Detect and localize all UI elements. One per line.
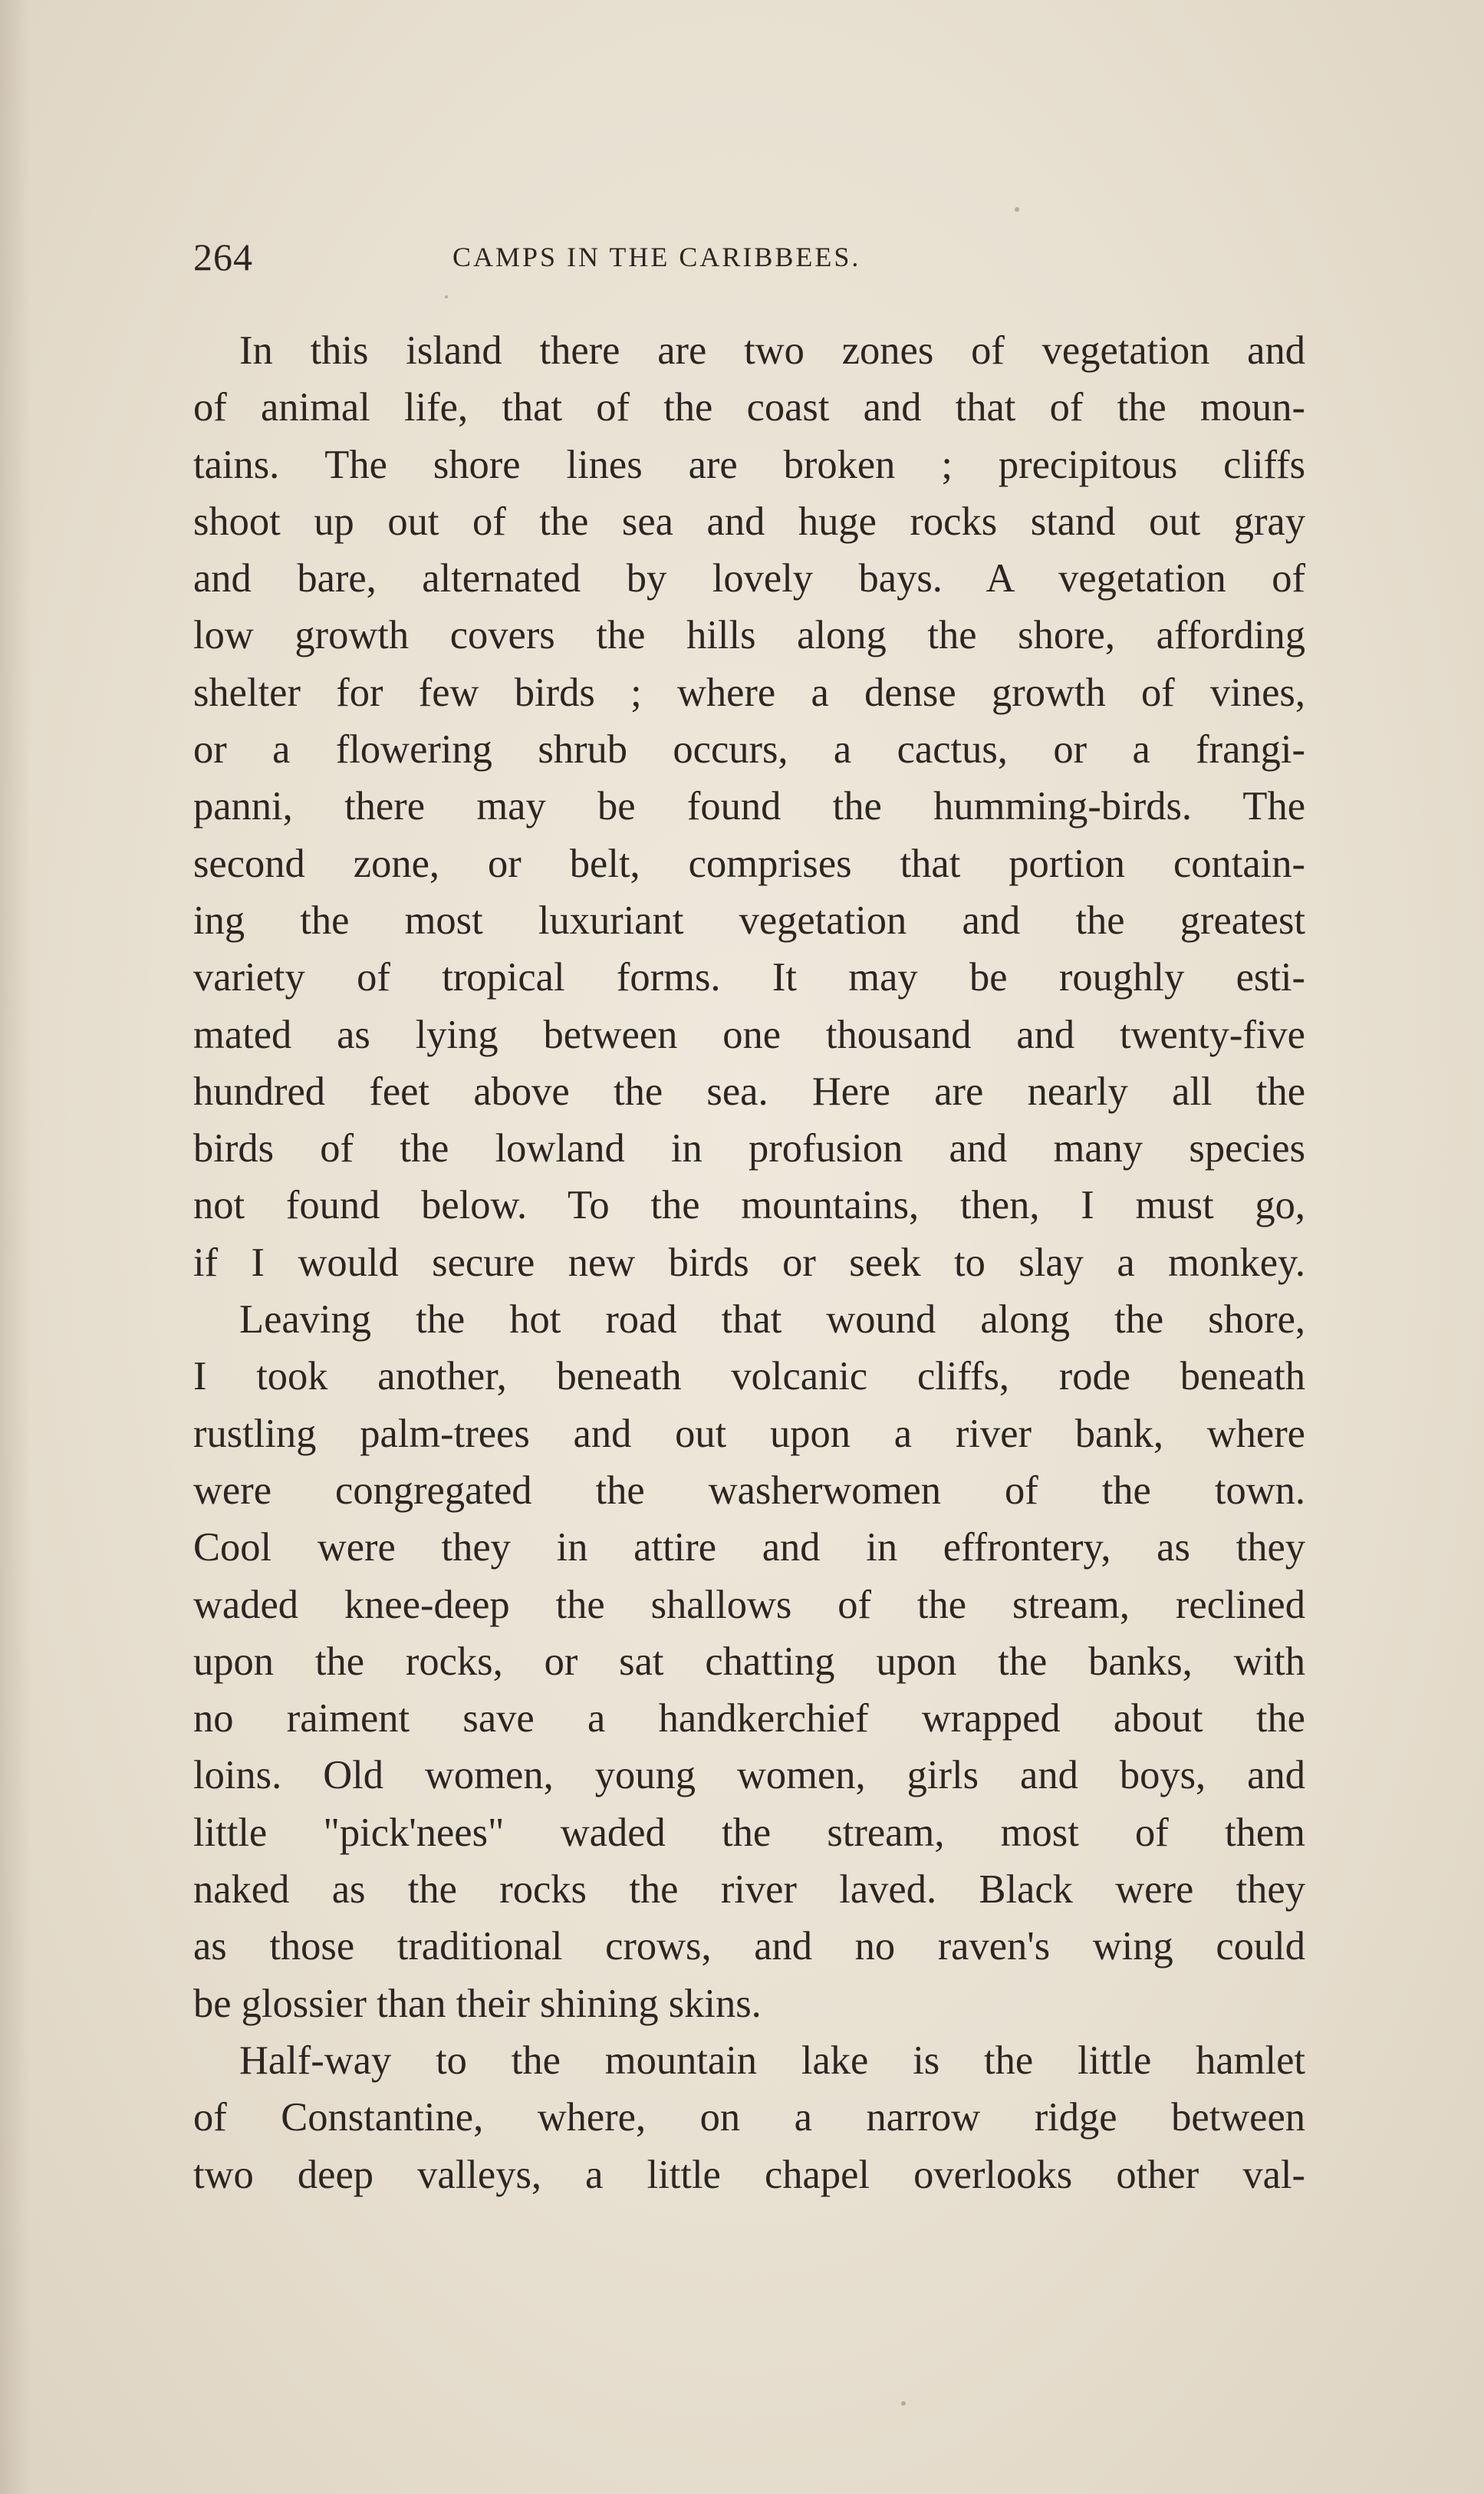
text-line: variety of tropical forms. It may be roughly esti- (193, 955, 1305, 1000)
text-line: low growth covers the hills along the shore, affording (193, 613, 1305, 658)
text-line: naked as the rocks the river laved. Black were they (193, 1867, 1305, 1913)
text-line: be glossier than their shining skins. (193, 1981, 762, 2026)
running-head: CAMPS IN THE CARIBBEES. (452, 242, 861, 272)
text-line: panni, there may be found the humming-birds. The (193, 784, 1305, 829)
text-line: tains. The shore lines are broken ; precipitous cliffs (193, 442, 1305, 487)
paper-speck (1015, 207, 1019, 212)
text-line: and bare, alternated by lovely bays. A vegetation of (193, 556, 1305, 601)
text-line: hundred feet above the sea. Here are nearly all the (193, 1069, 1305, 1114)
text-line: shelter for few birds ; where a dense growth of vines, (193, 670, 1305, 715)
text-line: second zone, or belt, comprises that portion contain- (193, 841, 1305, 886)
text-line: upon the rocks, or sat chatting upon the banks, with (193, 1639, 1305, 1684)
text-line: if I would secure new birds or seek to slay a monkey. (193, 1240, 1305, 1285)
text-line: In this island there are two zones of vegetation and (239, 328, 1305, 373)
text-line: little "pick'nees" waded the stream, most of them (193, 1810, 1305, 1855)
text-line: birds of the lowland in profusion and many species (193, 1126, 1305, 1171)
text-line: two deep valleys, a little chapel overlooks other val- (193, 2152, 1305, 2197)
text-line: or a flowering shrub occurs, a cactus, or a frangi- (193, 727, 1305, 773)
text-line: were congregated the washerwomen of the town. (193, 1468, 1305, 1513)
text-line: Cool were they in attire and in effrontery, as they (193, 1525, 1305, 1570)
text-line: as those traditional crows, and no raven's wing could (193, 1924, 1305, 1969)
text-line: shoot up out of the sea and huge rocks stand out gray (193, 499, 1305, 544)
text-line: rustling palm-trees and out upon a river bank, where (193, 1411, 1305, 1456)
page-number: 264 (193, 236, 253, 278)
text-line: I took another, beneath volcanic cliffs, rode beneath (193, 1354, 1305, 1399)
text-line: no raiment save a handkerchief wrapped about the (193, 1696, 1305, 1741)
text-line: waded knee-deep the shallows of the stream, reclined (193, 1582, 1305, 1627)
page-edge-shadow (0, 0, 31, 2494)
text-line: mated as lying between one thousand and twenty-five (193, 1012, 1305, 1057)
text-line: not found below. To the mountains, then, I must go, (193, 1183, 1305, 1228)
text-line: loins. Old women, young women, girls and boys, and (193, 1753, 1305, 1798)
paper-speck (445, 295, 448, 298)
text-line: ing the most luxuriant vegetation and the greatest (193, 898, 1305, 943)
text-line: Leaving the hot road that wound along the shore, (239, 1297, 1305, 1343)
page-header (193, 230, 1305, 284)
body-text (193, 322, 1305, 2203)
text-line: Half-way to the mountain lake is the little hamlet (239, 2038, 1305, 2083)
text-line: of animal life, that of the coast and that of the moun- (193, 385, 1305, 430)
paper-speck (901, 2401, 906, 2406)
text-line: of Constantine, where, on a narrow ridge between (193, 2095, 1305, 2140)
